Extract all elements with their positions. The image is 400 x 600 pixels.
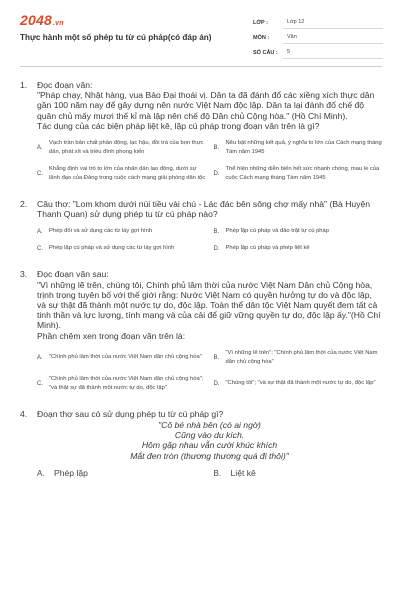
option-text: Phép lặp cú pháp và đảo trật tự cú pháp	[225, 228, 329, 235]
answer-option-c[interactable]	[37, 375, 206, 393]
site-logo[interactable]	[20, 12, 64, 28]
option-text: Nêu bật những kết quả, ý nghĩa to lớn của Cách mạng tháng Tám năm 1945	[225, 140, 382, 156]
option-letter: A.	[37, 354, 43, 361]
answer-options	[37, 349, 382, 393]
question-number: 1.	[20, 80, 28, 90]
document-meta	[253, 14, 383, 59]
option-text: Phép lặp	[54, 467, 88, 478]
question-list	[20, 80, 382, 494]
option-letter: C.	[37, 171, 43, 178]
option-letter: C.	[37, 380, 43, 387]
question-text: Đoạn thơ sau có sử dụng phép tu từ cú pháp gì?	[37, 408, 224, 419]
option-text: Thể hiện những diễn biến hết sức nhanh chóng, mau le của cuộc Cách mạng tháng Tám năm 1945	[225, 166, 380, 182]
answer-option-d[interactable]	[214, 165, 383, 183]
answer-option-d[interactable]	[214, 375, 383, 393]
question-text: Đọc đoạn văn sau: "Vì những lẽ trên, chúng tôi, Chính phủ lâm thời của nước Việt Nam Dân chủ Cộng hòa, trịnh trọng tuyên bố với thế giới rằng: Nước Việt Nam có quyền hưởng tự do và độc lập, và sự thật đã thành một nước tự do, độc lập. Toàn thể dân tộc Việt Nam quyết đem tất cả tinh thần và lực lượng, tính mạng và của cải để giữ vững quyền tự do, độc lập ấy."(Hồ Chí Minh). Phần chêm xen trong đoạn văn trên là:	[37, 269, 381, 341]
answer-option-b[interactable]	[214, 469, 383, 478]
answer-option-c[interactable]	[37, 244, 206, 253]
question-1	[20, 80, 382, 183]
question-number: 4.	[20, 408, 28, 419]
option-letter: D.	[213, 171, 220, 178]
option-text: "Chính phủ lâm thời của nước Việt Nam dân chủ cộng hòa"; "và thật sự đã thành một nước tự do, độc lập"	[49, 375, 204, 391]
option-letter: D.	[213, 380, 220, 387]
meta-value: Văn	[283, 34, 383, 44]
option-text: "Vì những lẽ trên"; "Chính phủ lâm thời của nước Việt Nam dân chủ cộng hòa"	[225, 349, 378, 365]
answer-options	[37, 227, 382, 253]
header-divider	[20, 66, 382, 67]
question-4	[20, 409, 382, 478]
meta-row-count	[253, 44, 383, 59]
question-3	[20, 269, 382, 392]
question-text: Câu thơ: "Lom khom dưới núi tiều vài chú - Lác đác bên sông chợ mấy nhà" (Bà Huyện Thanh Quan) sử dụng phép tu từ cú pháp nào?	[37, 199, 371, 220]
meta-value: 5	[283, 49, 383, 59]
meta-label: SỐ CÂU :	[253, 50, 278, 56]
meta-row-subject	[253, 29, 383, 44]
question-text: Đọc đoạn văn: "Pháp chạy, Nhật hàng, vua Bảo Đại thoái vị. Dân ta đã đánh đổ các xiềng xích thực dân gần 100 năm nay để gây dựng nên nước Việt Nam độc lập. Dân ta lại đánh đổ chế độ quân chủ mấy mươi thế kỉ mà lập nên chế độ Dân chủ Cộng hòa." (Hồ Chí Minh). Tác dụng của các biện pháp liệt kê, lặp cú pháp trong đoạn văn trên là gì?	[37, 80, 375, 131]
option-text: Phép lặp cú pháp và phép liệt kê	[225, 245, 310, 252]
option-letter: D.	[213, 245, 220, 252]
logo-main: 2048	[20, 12, 52, 28]
logo-suffix: .vn	[52, 20, 64, 27]
option-letter: C.	[37, 245, 43, 252]
question-2	[20, 199, 382, 253]
option-letter: B.	[213, 354, 220, 361]
question-number: 3.	[20, 269, 28, 280]
answer-option-b[interactable]	[214, 349, 383, 367]
answer-option-a[interactable]	[37, 349, 206, 367]
option-letter: B.	[213, 145, 220, 152]
quoted-poem: "Cô bé nhà bên (có ai ngờ) Cũng vào du kích. Hôm gặp nhau vẫn cười khúc khích Mắt đen tròn (thương thương quá đi thôi)"	[130, 420, 289, 461]
option-text: Liệt kê	[230, 467, 256, 478]
answer-option-d[interactable]	[214, 244, 383, 253]
document-title: Thực hành một số phép tu từ cú pháp(có đáp án)	[20, 33, 212, 42]
meta-row-class	[253, 14, 383, 29]
answer-option-a[interactable]	[37, 139, 206, 157]
option-text: Vạch trần bản chất phản động, lạc hậu, đồi trá của bọn thực dân, phát xít và triều đình phong kiến	[49, 140, 204, 156]
answer-option-b[interactable]	[214, 139, 383, 157]
option-text: "Chính phủ lâm thời của nước Việt Nam dân chủ cộng hòa"	[49, 354, 202, 361]
option-text: Phép đối và sử dụng các từ láy gợi hình	[49, 228, 153, 235]
option-letter: B.	[213, 468, 222, 478]
answer-option-c[interactable]	[37, 165, 206, 183]
answer-option-b[interactable]	[214, 227, 383, 236]
option-text: Phép lặp cú pháp và sử dụng các từ láy gợi hình	[49, 245, 175, 252]
answer-options	[37, 469, 382, 478]
page-header	[0, 0, 400, 62]
meta-label: MÔN :	[253, 35, 270, 41]
answer-option-a[interactable]	[37, 227, 206, 236]
option-letter: A.	[37, 468, 45, 478]
option-text: Khẳng định vai trò to lớn của nhân dân lao động, dưới sự lãnh đạo của Đảng trong cuộc cách mạng giải phóng dân tộc	[49, 166, 206, 182]
option-letter: A.	[37, 228, 43, 235]
question-number: 2.	[20, 199, 28, 210]
meta-value: Lớp 12	[283, 19, 383, 29]
option-text: "Chúng tôi"; "và sự thật đã thành một nước tự do, độc lập"	[225, 380, 376, 387]
option-letter: A.	[37, 145, 43, 152]
answer-options	[37, 139, 382, 183]
option-letter: B.	[213, 228, 220, 235]
answer-option-a[interactable]	[37, 469, 206, 478]
meta-label: LỚP :	[253, 20, 268, 26]
